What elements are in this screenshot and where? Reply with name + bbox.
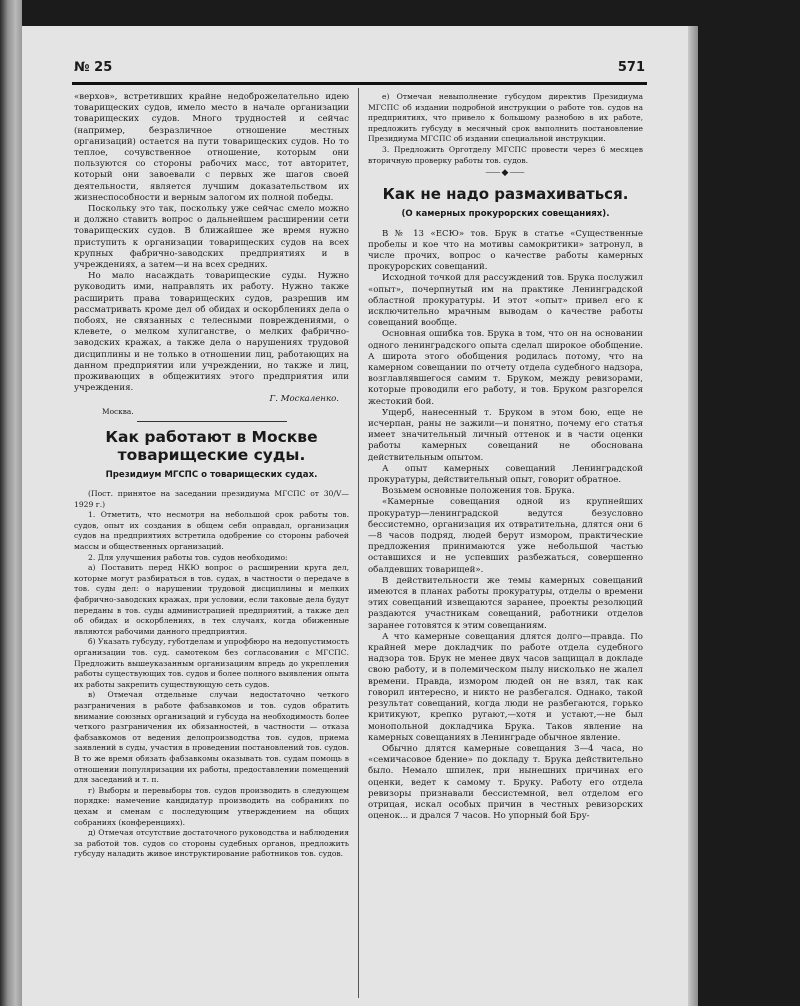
issue-number: № 25	[74, 60, 113, 75]
paragraph: 2. Для улучшения работы тов. судов необходимо:	[88, 552, 288, 562]
dateline-place: Москва.	[102, 406, 134, 416]
journal-page	[22, 26, 688, 1006]
paragraph: а) Поставить перед НКЮ вопрос о расширении круга дел, которые могут разбираться в тов. судах, в частности о передаче в тов. суды дел: о нарушении трудовой дисциплины и мелких фабрично-заводских кражах, при условии, если таковые дела будут переданы в тов. суды администрацией предприятий, а также дел об обидах и оскорблениях, в тех случаях, когда обиженные являются рабочими данного предприятия.	[74, 563, 349, 636]
right-column	[368, 92, 643, 997]
paragraph: Поскольку это так, поскольку уже сейчас смело можно и должно ставить вопрос о дальнейшем расширении сети товарищеских судов. В ближайшее же время нужно приступить к организации товарищеских судов на всех крупных фабрично-заводских предприятиях и в учреждениях, а затем—и на всех средних.	[74, 204, 349, 271]
author-signature: Г. Москаленко.	[269, 394, 339, 405]
book-binding-edge	[0, 0, 22, 1006]
paragraph: е) Отмечая невыполнение губсудом директив Президиума МГСПС об издании подробной инструкции о работе тов. судов на предприятиях, что привело к большому разнобою в их работе, предложить губсуду в месячный срок выполнить постановление Президиума МГСПС об издании специальной инструкции.	[368, 92, 643, 144]
paragraph: Возьмем основные положения тов. Брука.	[382, 486, 575, 497]
column-divider	[358, 88, 359, 998]
paragraph: А что камерные совещания длятся долго—правда. По крайней мере докладчик по работе отдела судебного надзора тов. Брук не менее двух часов защищал в докладе свою работу, и в полемическом пылу нисколько не жалел времени. Правда, измором людей он не взял, так как говорил интересно, и никто не разбегался. Однако, такой результат совещаний, когда люди не разбегаются, горько критикуют, крепко ругают,—хотя и устают,—не был монопольной докладчика Брука. Таков явление на камерных совещаниях в Ленинграде обычное явление.	[368, 631, 643, 743]
paragraph: «верхов», встретивших крайне недоброжелательно идею товарищеских судов, имело место в начале организации товарищеских судов. Много трудностей и сейчас (например, безразличное отношение местных организаций) остается на пути товарищеских судов. Но то теплое, сочувственное отношение, которым они пользуются со стороны рабочих масс, тот авторитет, который они завоевали с первых же шагов своей деятельности, является лучшим доказательством их жизнеспособности и верным залогом их полной победы.	[74, 92, 349, 203]
article-title: Как не надо размахиваться.	[382, 185, 629, 204]
article-subtitle: Президиум МГСПС о товарищеских судах.	[105, 469, 318, 480]
paragraph: Обычно длятся камерные совещания 3—4 часа, но «семичасовое бдение» по докладу т. Брука действительно было. Немало шпилек, при нынешних причинах его оценки, ведет к самому т. Бруку. Работу его отдела ревизоры признавали бессистемной, вел отделом его отрицая, искал особых причин в честных ревизорских оценок... и дрался 7 часов. Но упорный бой Бру-	[368, 743, 643, 822]
paragraph: б) Указать губсуду, губотделам и упрофбюро на недопустимость организации тов. суд. самотеком без согласования с МГСПС. Предложить вышеуказанным организациям впредь до укрепления работы существующих тов. судов и более полного выявления опыта их работы закрепить существующую сеть судов.	[74, 637, 349, 689]
paragraph: В действительности же темы камерных совещаний имеются в планах работы прокуратуры, отделы о времени этих совещаний извещаются заранее, проекты резолюций раздаются участникам совещаний, работники отделов заранее готовятся к этим совещаниям.	[368, 575, 643, 631]
paragraph: А опыт камерных совещаний Ленинградской прокуратуры, действительный опыт, говорит обратное.	[368, 463, 643, 486]
paragraph: д) Отмечая отсутствие достаточного руководства и наблюдения за работой тов. судов со стороны судебных органов, предложить губсуду наладить живое инструктирование работников тов. судов.	[74, 828, 349, 859]
paragraph: «Камерные совещания одной из крупнейших прокуратур—ленинградской ведутся безусловно бессистемно, организация их отвратительна, длятся они 6—8 часов подряд, людей берут измором, практические предложения принимаются уже небольшой частью оставшихся и не успевших разбежаться, совершенно обалдевших товарищей».	[368, 497, 643, 575]
page-stack-edge	[688, 26, 698, 1006]
page-number: 571	[617, 60, 645, 75]
paragraph: Ущерб, нанесенный т. Бруком в этом бою, еще не исчерпан, раны не зажили—и понятно, почему его статья имеет значительный личный оттенок и в части оценки работы камерных совещаний не обоснована действительным опытом.	[368, 407, 643, 463]
section-rule	[137, 421, 287, 422]
paragraph: Основная ошибка тов. Брука в том, что он на основании одного ленинградского опыта сделал широкое обобщение. А широта этого обобщения родилась потому, что на камерном совещании по отчету отдела судебного надзора, возглавлявшегося самим т. Бруком, между ревизорами, которые проводили его работу, и тов. Бруком разгорелся жестокий бой.	[368, 329, 643, 407]
page-header	[72, 60, 647, 85]
left-column	[74, 92, 349, 997]
paragraph: В № 13 «ЕСЮ» тов. Брук в статье «Существенные пробелы и кое что на мотивы самокритики» затронул, в числе прочих, вопрос о качестве работы камерных прокурорских совещаний.	[368, 228, 643, 273]
paragraph: 3. Предложить Орготделу МГСПС провести через 6 месяцев вторичную проверку работы тов. судов.	[368, 144, 643, 165]
section-ornament: ⸺◆⸺	[485, 168, 526, 179]
paragraph: Исходной точкой для рассуждений тов. Брука послужил «опыт», почерпнутый им на практике Ленинградской областной прокуратуры. И этот «опыт» привел его к исключительно мрачным выводам о качестве работы совещаний вообще.	[368, 273, 643, 329]
paragraph: 1. Отметить, что несмотря на небольшой срок работы тов. судов, опыт их создания в общем себя оправдал, организация судов на предприятиях встретила одобрение со стороны рабочей массы и общественных организаций.	[74, 510, 349, 552]
paragraph: г) Выборы и перевыборы тов. судов производить в следующем порядке: намечение кандидатур производить на собраниях по цехам и сменам с последующим утверждением на общих собраниях (конференциях).	[74, 785, 349, 827]
paragraph: (Пост. принятое на заседании президиума МГСПС от 30/V—1929 г.)	[74, 489, 349, 509]
paragraph: Но мало насаждать товарищеские суды. Нужно руководить ими, направлять их работу. Нужно также расширить права товарищеских судов, разрешив им рассматривать кроме дел об обидах и оскорблениях дела о побоях, не связанных с телесными повреждениями, о клевете, о мелком хулиганстве, о мелких фабрично-заводских кражах, а также дела о нарушениях трудовой дисциплины и не только в отношении лиц, работающих на данном предприятии или учреждении, но также и лиц, проживающих в общежитиях этого предприятия или учреждения.	[74, 271, 349, 394]
article-subtitle: (О камерных прокурорских совещаниях).	[401, 209, 610, 220]
article-title: Как работают в Москве товарищеские суды.	[105, 427, 318, 464]
paragraph: в) Отмечая отдельные случаи недостаточно четкого разграничения в работе фабзавкомов и тов. судов обратить внимание союзных организаций и губсуда на необходимость более четкого разграничения их обязанностей, в частности — отказа фабзавкомов от ведения делопроизводства тов. судов, приема заявлений в суды, участия в проведении постановлений тов. судов. В то же время обязать фабзавкомы оказывать тов. судам помощь в отношении популяризации их работы, предоставлении помещений для заседаний и т. п.	[74, 690, 349, 785]
